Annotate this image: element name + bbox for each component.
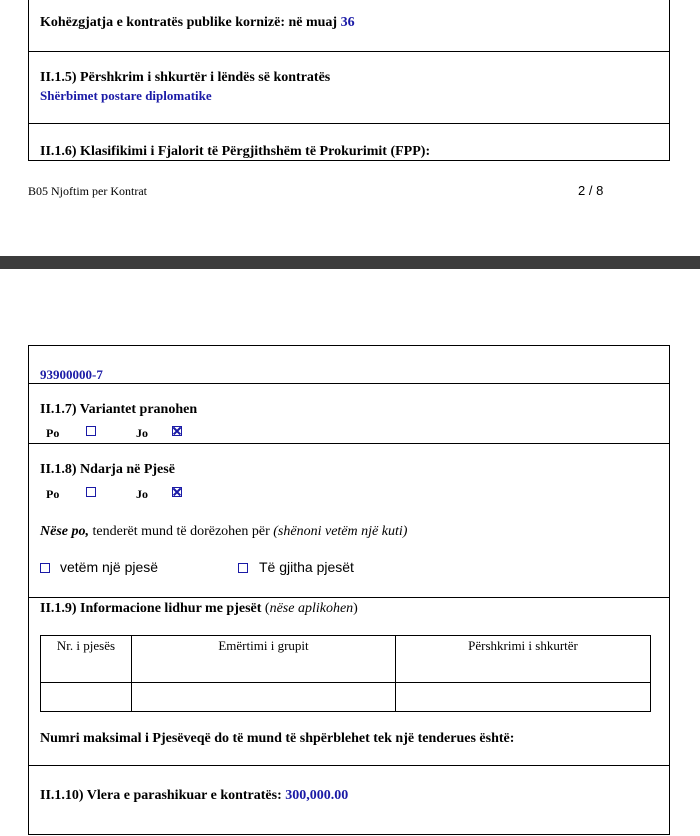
duration-label: Kohëzgjatja e kontratës publike kornizë: në muaj [40, 15, 338, 30]
duration-row [40, 15, 355, 31]
lots-table-empty-row [41, 683, 651, 712]
cpv-code: 93900000-7 [40, 367, 103, 382]
lots-info-section [29, 598, 669, 766]
duration-value: 36 [340, 15, 355, 30]
cpv-code-section [29, 346, 669, 384]
table-header-group-name: Emërtimi i grupit [132, 636, 396, 683]
all-lots-label: Të gjitha pjesët [259, 559, 354, 575]
lots-note-italic: (shënoni vetëm një kuti) [273, 524, 408, 539]
lots-table-header-row [41, 636, 651, 683]
lots-no-checkbox[interactable] [172, 487, 182, 497]
cpv-heading-section [29, 124, 669, 162]
value-section [29, 766, 669, 836]
lots-yes-label: Po [46, 487, 60, 501]
description-value: Shërbimet postare diplomatike [40, 88, 212, 103]
lots-info-note: nëse aplikohen [269, 601, 354, 616]
variants-no-checkbox[interactable] [172, 426, 182, 436]
table-cell[interactable] [132, 683, 396, 712]
lots-no-label: Jo [136, 487, 148, 501]
variants-yes-checkbox[interactable] [86, 426, 96, 436]
variants-section [29, 384, 669, 444]
footer-page-number: 2 / 8 [578, 183, 604, 198]
variants-yes-label: Po [46, 426, 60, 440]
page-separator [0, 256, 700, 269]
lots-note-bold: Nëse po, [40, 524, 89, 539]
table-header-short-description: Përshkrimi i shkurtër [396, 636, 651, 683]
lots-section [29, 444, 669, 598]
bottom-page-box [28, 345, 670, 835]
cpv-heading: II.1.6) Klasifikimi i Fjalorit të Përgjithshëm të Prokurimit (FPP): [40, 144, 431, 159]
top-page-box [28, 0, 670, 161]
lots-yes-checkbox[interactable] [86, 487, 96, 497]
table-cell[interactable] [41, 683, 132, 712]
table-cell[interactable] [396, 683, 651, 712]
lots-heading: II.1.8) Ndarja në Pjesë [40, 462, 175, 477]
description-section [29, 52, 669, 124]
all-lots-checkbox[interactable] [238, 563, 248, 573]
lots-info-heading: II.1.9) Informacione lidhur me pjesët [40, 601, 262, 616]
value-row [40, 788, 348, 804]
max-lots-text: Numri maksimal i Pjesëveqë do të mund të shpërblehet tek një tenderues është: [40, 731, 515, 746]
variants-heading: II.1.7) Variantet pranohen [40, 402, 198, 417]
lots-note [40, 524, 407, 540]
value-label: II.1.10) Vlera e parashikuar e kontratës: [40, 788, 282, 803]
variants-no-label: Jo [136, 426, 148, 440]
footer-doc-name: B05 Njoftim per Kontrat [28, 184, 147, 198]
description-heading: II.1.5) Përshkrim i shkurtër i lëndës së kontratës [40, 70, 331, 85]
value-amount: 300,000.00 [285, 788, 349, 803]
lots-table [40, 635, 651, 712]
table-header-lot-number: Nr. i pjesës [41, 636, 132, 683]
one-lot-checkbox[interactable] [40, 563, 50, 573]
one-lot-label: vetëm një pjesë [60, 559, 159, 575]
lots-info-heading-row: II.1.9) Informacione lidhur me pjesët (nëse aplikohen) [40, 601, 358, 616]
lots-note-text: tenderët mund të dorëzohen për [89, 524, 274, 539]
duration-section [29, 0, 669, 52]
